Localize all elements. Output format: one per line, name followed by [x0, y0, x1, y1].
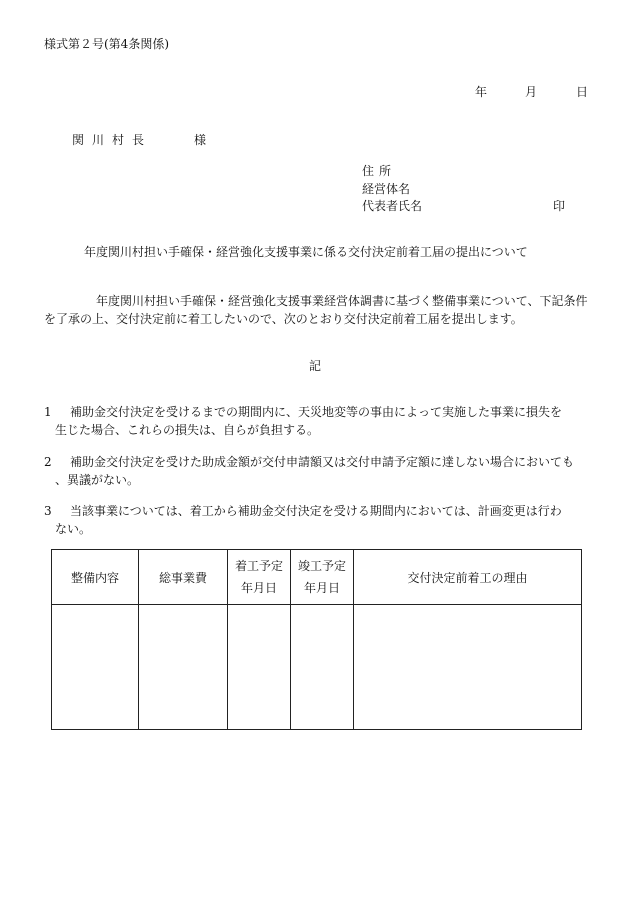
date-day: 日 — [576, 85, 589, 99]
condition-text-line2: 生じた場合、これらの損失は、自らが負担する。 — [55, 423, 320, 437]
ki-heading: 記 — [309, 359, 322, 373]
header-start-line1: 着工予定 — [234, 559, 283, 573]
table-row — [52, 605, 582, 730]
table-header-row — [52, 550, 582, 605]
header-start-date — [228, 550, 291, 605]
header-end-line2: 年月日 — [303, 581, 340, 595]
intro-paragraph: 年度関川村担い手確保・経営強化支援事業経営体調書に基づく整備事業について、下記条件を了承の上、交付決定前に着工したいので、次のとおり交付決定前着工届を提出します。 — [44, 294, 588, 326]
condition-text-line1: 補助金交付決定を受けた助成金額が交付申請額又は交付申請予定額に達しない場合においても — [70, 455, 575, 469]
work-plan-table — [51, 549, 582, 730]
cell-total-cost[interactable] — [139, 605, 228, 730]
header-total-cost: 総事業費 — [139, 550, 228, 605]
applicant-entity-label: 経営体名 — [362, 182, 411, 196]
applicant-representative-label: 代表者氏名 — [362, 199, 423, 213]
condition-text-line2: 、異議がない。 — [55, 473, 140, 487]
date-year: 年 — [475, 85, 488, 99]
seal-mark: 印 — [553, 199, 566, 213]
applicant-address-label: 住所 — [362, 164, 397, 178]
header-content: 整備内容 — [52, 550, 139, 605]
addressee: 関川村長 — [72, 133, 153, 147]
condition-number: 3 — [44, 504, 52, 518]
condition-number: 1 — [44, 405, 52, 419]
document-title: 年度関川村担い手確保・経営強化支援事業に係る交付決定前着工届の提出について — [84, 245, 528, 259]
condition-number: 2 — [44, 455, 52, 469]
condition-text-line2: ない。 — [55, 522, 92, 536]
cell-content[interactable] — [52, 605, 139, 730]
header-end-date — [291, 550, 354, 605]
header-reason: 交付決定前着工の理由 — [354, 550, 582, 605]
cell-end-date[interactable] — [291, 605, 354, 730]
cell-start-date[interactable] — [228, 605, 291, 730]
form-number: 様式第２号(第4条関係) — [44, 37, 169, 51]
header-end-line1: 竣工予定 — [297, 559, 346, 573]
condition-text-line1: 補助金交付決定を受けるまでの期間内に、天災地変等の事由によって実施した事業に損失を — [70, 405, 563, 419]
header-start-line2: 年月日 — [240, 581, 277, 595]
addressee-honorific: 様 — [194, 133, 207, 147]
condition-text-line1: 当該事業については、着工から補助金交付決定を受ける期間内においては、計画変更は行わ — [70, 504, 562, 518]
cell-reason[interactable] — [354, 605, 582, 730]
date-month: 月 — [525, 85, 538, 99]
